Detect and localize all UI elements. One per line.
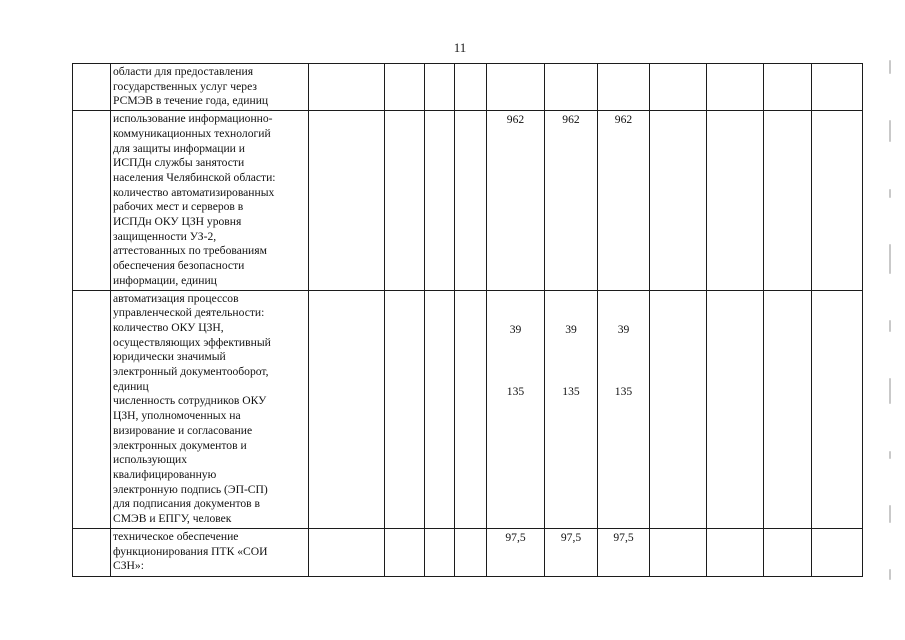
table-cell-empty: [650, 111, 707, 290]
description-line: СМЭВ и ЕПГУ, человек: [113, 512, 232, 526]
table-row: [73, 290, 863, 528]
table-row: [73, 111, 863, 290]
indicator-description: [111, 111, 309, 290]
description-line: коммуникационных технологий: [113, 126, 271, 140]
table-cell-empty: [309, 528, 385, 576]
description-line: населения Челябинской области:: [113, 170, 276, 184]
value-cell-year-3: [598, 290, 650, 528]
table-cell-empty: [309, 290, 385, 528]
table-cell-empty: [812, 64, 863, 111]
table-cell-empty: [309, 64, 385, 111]
table-cell-empty: [455, 290, 487, 528]
table-cell-empty: [764, 290, 812, 528]
description-line: количество ОКУ ЦЗН,: [113, 320, 224, 334]
description-line: квалифицированную: [113, 467, 217, 481]
table-cell-empty: [425, 111, 455, 290]
value-cell-year-1: 97,5: [487, 528, 545, 576]
table-cell-empty: [764, 111, 812, 290]
page-number: 11: [453, 40, 467, 55]
indicator-description: [111, 528, 309, 576]
table-cell-empty: [812, 111, 863, 290]
table-cell-empty: [650, 64, 707, 111]
table-cell-empty: [73, 64, 111, 111]
table-cell-empty: [707, 290, 764, 528]
value-count-okucn: 39: [509, 322, 522, 336]
table-cell-empty: [650, 290, 707, 528]
table-cell-empty: [455, 64, 487, 111]
value-cell-year-1: 962: [487, 111, 545, 290]
description-line: автоматизация процессов: [113, 291, 239, 305]
table-cell-empty: [764, 64, 812, 111]
table-cell-empty: [73, 528, 111, 576]
description-line: электронную подпись (ЭП-СП): [113, 482, 268, 496]
table-row: [73, 528, 863, 576]
table-cell-empty: [385, 64, 425, 111]
description-line: функционирования ПТК «СОИ: [113, 544, 268, 558]
indicator-description: [111, 64, 309, 111]
description-line: осуществляющих эффективный: [113, 335, 271, 349]
table-row: [73, 64, 863, 111]
value-cell-year-2: 97,5: [545, 528, 598, 576]
table-cell-empty: [73, 111, 111, 290]
value-cell-year-3: [598, 64, 650, 111]
value-cell-year-3: 962: [598, 111, 650, 290]
description-line: для защиты информации и: [113, 141, 245, 155]
description-line: техническое обеспечение: [113, 529, 239, 543]
table-cell-empty: [707, 528, 764, 576]
table-cell-empty: [455, 111, 487, 290]
description-line: электронных документов и: [113, 438, 247, 452]
description-line: ЦЗН, уполномоченных на: [113, 409, 241, 423]
value-cell-year-3: 97,5: [598, 528, 650, 576]
table-cell-empty: [425, 64, 455, 111]
table-cell-empty: [812, 290, 863, 528]
table-cell-empty: [707, 64, 764, 111]
description-line: защищенности УЗ-2,: [113, 229, 217, 243]
value-cell-year-1: [487, 290, 545, 528]
description-line: СЗН»:: [113, 559, 144, 573]
value-cell-year-2: [545, 64, 598, 111]
description-line: юридически значимый: [113, 350, 226, 364]
table-cell-empty: [425, 528, 455, 576]
value-cell-year-1: [487, 64, 545, 111]
table-cell-empty: [455, 528, 487, 576]
table-cell-empty: [385, 111, 425, 290]
description-line: РСМЭВ в течение года, единиц: [113, 94, 269, 108]
description-line: государственных услуг через: [113, 79, 257, 93]
indicator-description: [111, 290, 309, 528]
indicators-table: [72, 63, 863, 577]
description-line: ИСПДн службы занятости: [113, 156, 245, 170]
table-cell-empty: [385, 290, 425, 528]
table-cell-empty: [425, 290, 455, 528]
table-cell-empty: [385, 528, 425, 576]
value-count-employees: 135: [562, 385, 580, 399]
value-count-employees: 135: [506, 385, 525, 399]
description-line: обеспечения безопасности: [113, 259, 245, 273]
description-line: электронный документооборот,: [113, 365, 269, 379]
description-line: использующих: [113, 453, 187, 467]
table-cell-empty: [309, 111, 385, 290]
description-line: информации, единиц: [113, 273, 217, 287]
description-line: визирование и согласование: [113, 423, 253, 437]
description-line: управленческой деятельности:: [113, 306, 265, 320]
table-cell-empty: [650, 528, 707, 576]
scan-edge-marks: [887, 60, 893, 580]
description-line: рабочих мест и серверов в: [113, 200, 244, 214]
description-line: использование информационно-: [113, 112, 273, 126]
value-cell-year-2: [545, 290, 598, 528]
value-cell-year-2: 962: [545, 111, 598, 290]
table-cell-empty: [73, 290, 111, 528]
description-line: для подписания документов в: [113, 497, 261, 511]
value-count-okucn: 39: [617, 322, 630, 336]
value-count-employees: 135: [614, 385, 633, 399]
description-line: единиц: [113, 379, 149, 393]
description-line: области для предоставления: [113, 65, 254, 78]
table-cell-empty: [707, 111, 764, 290]
description-line: ИСПДн ОКУ ЦЗН уровня: [113, 215, 242, 229]
table-cell-empty: [812, 528, 863, 576]
value-count-okucn: 39: [565, 322, 577, 336]
description-line: количество автоматизированных: [113, 185, 275, 199]
description-line: аттестованных по требованиям: [113, 244, 267, 258]
table-cell-empty: [764, 528, 812, 576]
description-line: численность сотрудников ОКУ: [113, 394, 267, 408]
